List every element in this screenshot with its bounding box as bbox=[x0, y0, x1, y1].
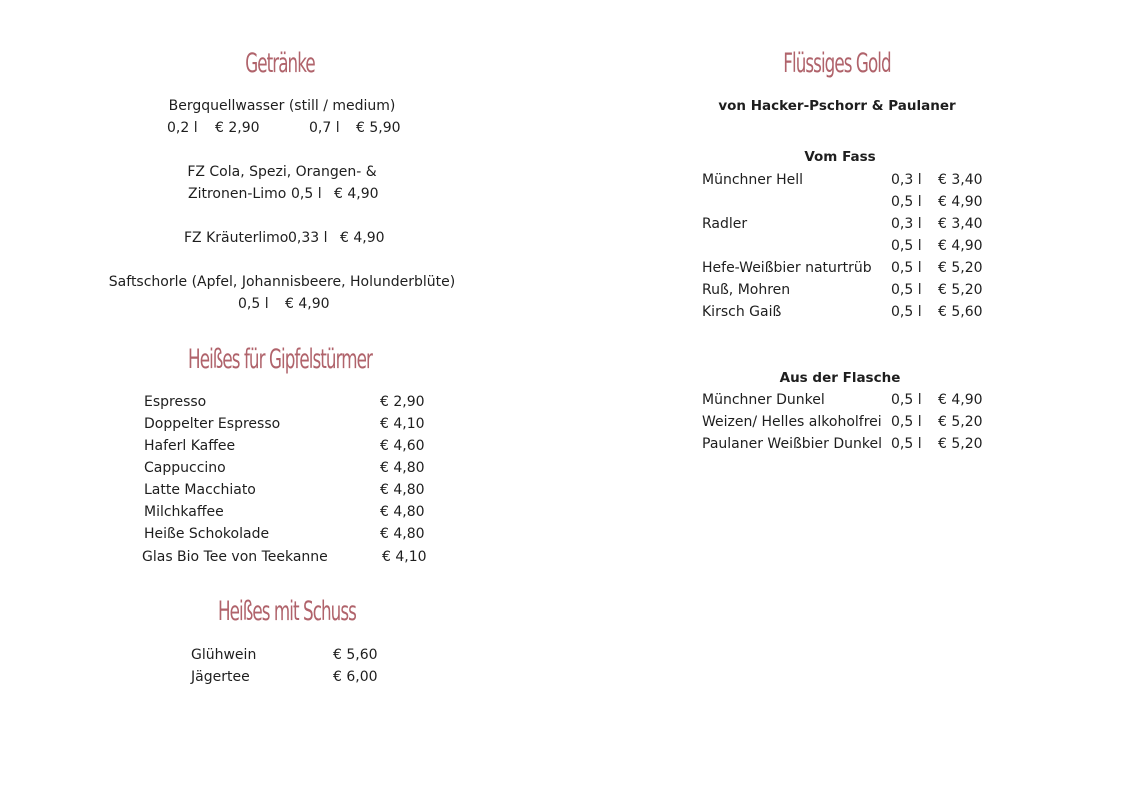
list-item-size: 0,5 l bbox=[891, 282, 922, 298]
list-item-size: 0,5 l bbox=[891, 260, 922, 276]
list-item-size: 0,3 l bbox=[891, 172, 922, 188]
list-item-name: Radler bbox=[702, 216, 748, 232]
section-title-gold: Flüssiges Gold bbox=[783, 48, 891, 79]
item-price: € 4,90 bbox=[285, 296, 330, 312]
item-size: 0,5 l bbox=[238, 296, 269, 312]
section-title-heisses: Heißes für Gipfelstürmer bbox=[188, 344, 372, 375]
list-item-price: € 4,80 bbox=[380, 504, 425, 520]
list-item-name: Jägertee bbox=[191, 669, 250, 685]
list-item-price: € 3,40 bbox=[938, 172, 983, 188]
item-name-cola-line2: Zitronen-Limo bbox=[188, 186, 287, 202]
item-price: € 4,90 bbox=[334, 186, 379, 202]
list-item-name: Doppelter Espresso bbox=[144, 416, 281, 432]
list-item-size: 0,5 l bbox=[891, 194, 922, 210]
list-item-price: € 4,80 bbox=[380, 526, 425, 542]
list-item-price: € 4,60 bbox=[380, 438, 425, 454]
list-item-name: Milchkaffee bbox=[144, 504, 224, 520]
list-item-name: Münchner Dunkel bbox=[702, 392, 825, 408]
list-item-price: € 5,20 bbox=[938, 282, 983, 298]
item-name-saftschorle: Saftschorle (Apfel, Johannisbeere, Holunderblüte) bbox=[108, 274, 456, 290]
section-title-schuss: Heißes mit Schuss bbox=[218, 596, 356, 627]
item-price: € 5,90 bbox=[356, 120, 401, 136]
list-item-price: € 3,40 bbox=[938, 216, 983, 232]
list-item-name: Heiße Schokolade bbox=[144, 526, 270, 542]
section-subtitle-gold: von Hacker-Pschorr & Paulaner bbox=[718, 98, 956, 114]
list-item-price: € 5,60 bbox=[333, 647, 378, 663]
item-name-kraeuterlimo: FZ Kräuterlimo bbox=[184, 230, 289, 246]
list-item-price: € 6,00 bbox=[333, 669, 378, 685]
list-item-name: Glas Bio Tee von Teekanne bbox=[142, 549, 328, 565]
item-size: 0,7 l bbox=[309, 120, 340, 136]
item-price: € 4,90 bbox=[340, 230, 385, 246]
list-item-size: 0,5 l bbox=[891, 436, 922, 452]
section-title-getraenke: Getränke bbox=[245, 48, 315, 79]
list-item-price: € 2,90 bbox=[380, 394, 425, 410]
list-item-price: € 4,80 bbox=[380, 460, 425, 476]
list-item-price: € 5,60 bbox=[938, 304, 983, 320]
list-item-name: Latte Macchiato bbox=[144, 482, 256, 498]
list-item-price: € 5,20 bbox=[938, 260, 983, 276]
item-size: 0,33 l bbox=[288, 230, 328, 246]
list-item-name: Espresso bbox=[144, 394, 207, 410]
list-item-price: € 5,20 bbox=[938, 436, 983, 452]
list-item-price: € 4,80 bbox=[380, 482, 425, 498]
list-item-price: € 4,10 bbox=[380, 416, 425, 432]
list-item-name: Glühwein bbox=[191, 647, 257, 663]
list-item-price: € 4,90 bbox=[938, 392, 983, 408]
list-item-size: 0,5 l bbox=[891, 238, 922, 254]
list-item-size: 0,5 l bbox=[891, 392, 922, 408]
item-name-cola-line1: FZ Cola, Spezi, Orangen- & bbox=[187, 164, 377, 180]
subsection-title-aus-der-flasche: Aus der Flasche bbox=[779, 370, 901, 386]
list-item-price: € 5,20 bbox=[938, 414, 983, 430]
list-item-price: € 4,10 bbox=[382, 549, 427, 565]
list-item-name: Münchner Hell bbox=[702, 172, 804, 188]
item-price: € 2,90 bbox=[215, 120, 260, 136]
list-item-name: Cappuccino bbox=[144, 460, 226, 476]
list-item-name: Hefe-Weißbier naturtrüb bbox=[702, 260, 872, 276]
subsection-title-vom-fass: Vom Fass bbox=[804, 149, 876, 165]
list-item-name: Ruß, Mohren bbox=[702, 282, 791, 298]
list-item-size: 0,5 l bbox=[891, 304, 922, 320]
list-item-name: Weizen/ Helles alkoholfrei bbox=[702, 414, 882, 430]
list-item-name: Paulaner Weißbier Dunkel bbox=[702, 436, 883, 452]
list-item-price: € 4,90 bbox=[938, 194, 983, 210]
item-name-bergquellwasser: Bergquellwasser (still / medium) bbox=[168, 98, 396, 114]
list-item-name: Kirsch Gaiß bbox=[702, 304, 782, 320]
list-item-size: 0,5 l bbox=[891, 414, 922, 430]
item-size: 0,5 l bbox=[291, 186, 322, 202]
item-size: 0,2 l bbox=[167, 120, 198, 136]
list-item-price: € 4,90 bbox=[938, 238, 983, 254]
list-item-name: Haferl Kaffee bbox=[144, 438, 236, 454]
list-item-size: 0,3 l bbox=[891, 216, 922, 232]
